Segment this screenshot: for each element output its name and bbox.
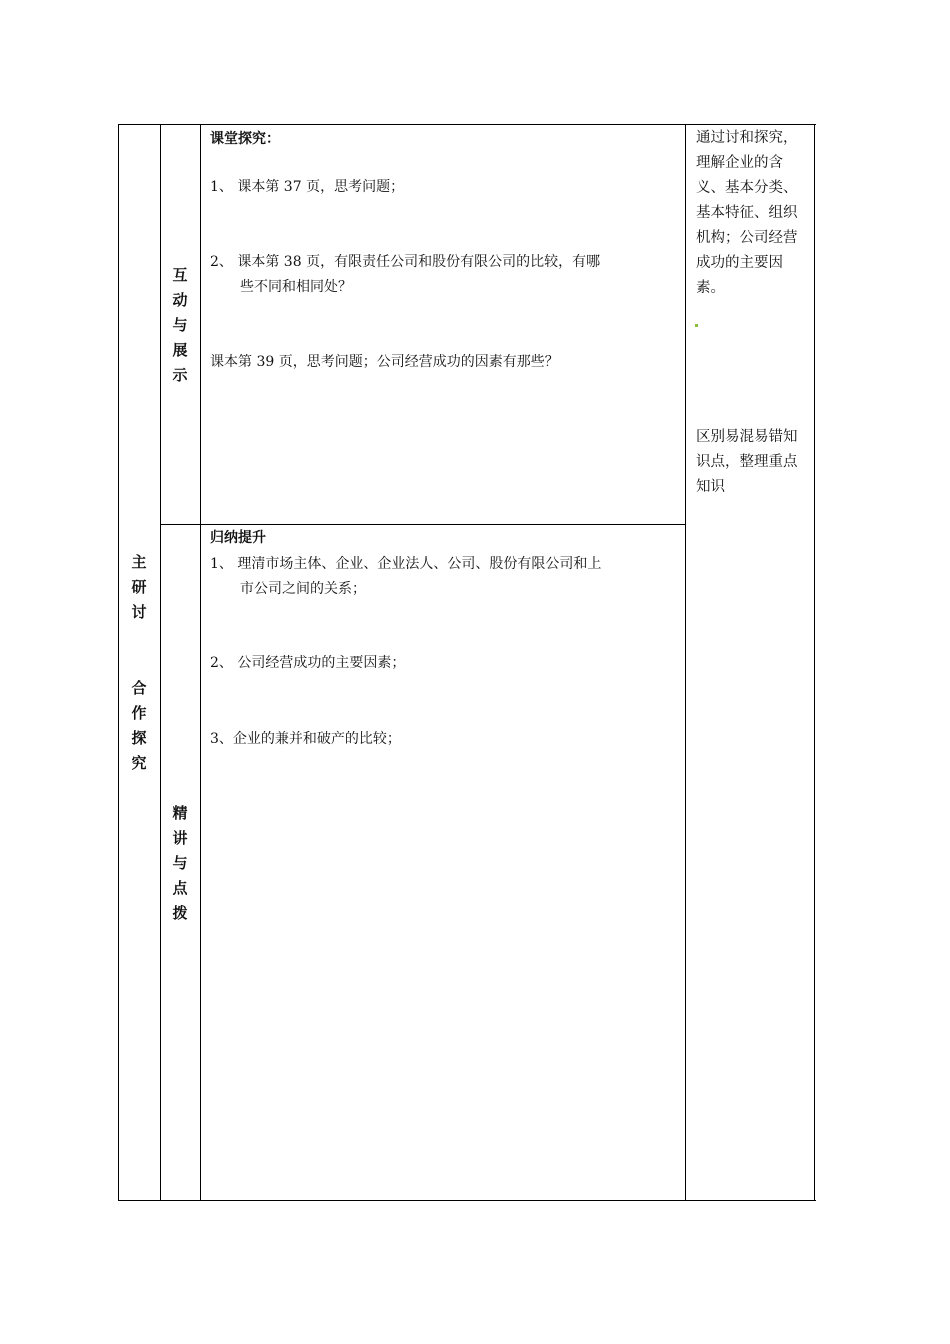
table-bottom-border: [118, 1200, 816, 1201]
section2-label-char: 与: [172, 854, 188, 872]
section2-item: 1、 理清市场主体、企业、企业法人、公司、股份有限公司和上: [210, 556, 602, 572]
section1-label-char: 示: [172, 366, 188, 384]
section1-item: 1、 课本第 37 页，思考问题；: [210, 179, 405, 195]
outer-label-char: 主: [131, 553, 147, 571]
outer-label-char: 作: [131, 704, 147, 722]
section1-label-char: 与: [172, 316, 188, 334]
section2-item: 市公司之间的关系；: [240, 581, 366, 597]
table-top-border: [118, 124, 816, 125]
section1-label-char: 动: [172, 291, 188, 309]
outer-label-block1: [119, 550, 159, 625]
section2-label-char: 讲: [172, 829, 188, 847]
section2-item: 3、企业的兼并和破产的比较；: [210, 731, 401, 747]
section1-label: [160, 263, 200, 388]
section1-item: 2、 课本第 38 页，有限责任公司和股份有限公司的比较，有哪: [210, 254, 601, 270]
note-objective: 通过讨和探究，理解企业的含义、基本分类、基本特征、组织机构；公司经营成功的主要因素。: [696, 130, 798, 296]
outer-label-char: 研: [131, 578, 147, 596]
outer-label-char: 探: [131, 729, 147, 747]
column-divider-2: [200, 124, 201, 1201]
section2-label-char: 点: [172, 879, 188, 897]
section2-label-char: 精: [172, 804, 188, 822]
section2-label: [160, 801, 200, 926]
marker-dot: [695, 324, 698, 327]
outer-label-block2: [119, 676, 159, 776]
section1-item: 些不同和相同处？: [240, 279, 352, 295]
table-left-border: [118, 124, 119, 1201]
outer-label-char: 讨: [131, 603, 147, 621]
section2-item: 2、 公司经营成功的主要因素；: [210, 655, 406, 671]
note-summary: 区别易混易错知识点，整理重点知识: [696, 429, 798, 495]
section2-label-char: 拨: [172, 904, 188, 922]
section2-heading: 归纳提升: [210, 530, 266, 546]
section1-item: 课本第 39 页，思考问题；公司经营成功的因素有那些？: [210, 354, 559, 370]
column-divider-3: [685, 124, 686, 1201]
table-right-border: [814, 124, 815, 1201]
section1-label-char: 展: [172, 341, 188, 359]
section1-heading: 课堂探究：: [210, 131, 280, 147]
outer-label-char: 究: [131, 754, 147, 772]
section1-label-char: 互: [172, 266, 188, 284]
outer-label-char: 合: [131, 679, 147, 697]
section-divider: [160, 524, 686, 525]
